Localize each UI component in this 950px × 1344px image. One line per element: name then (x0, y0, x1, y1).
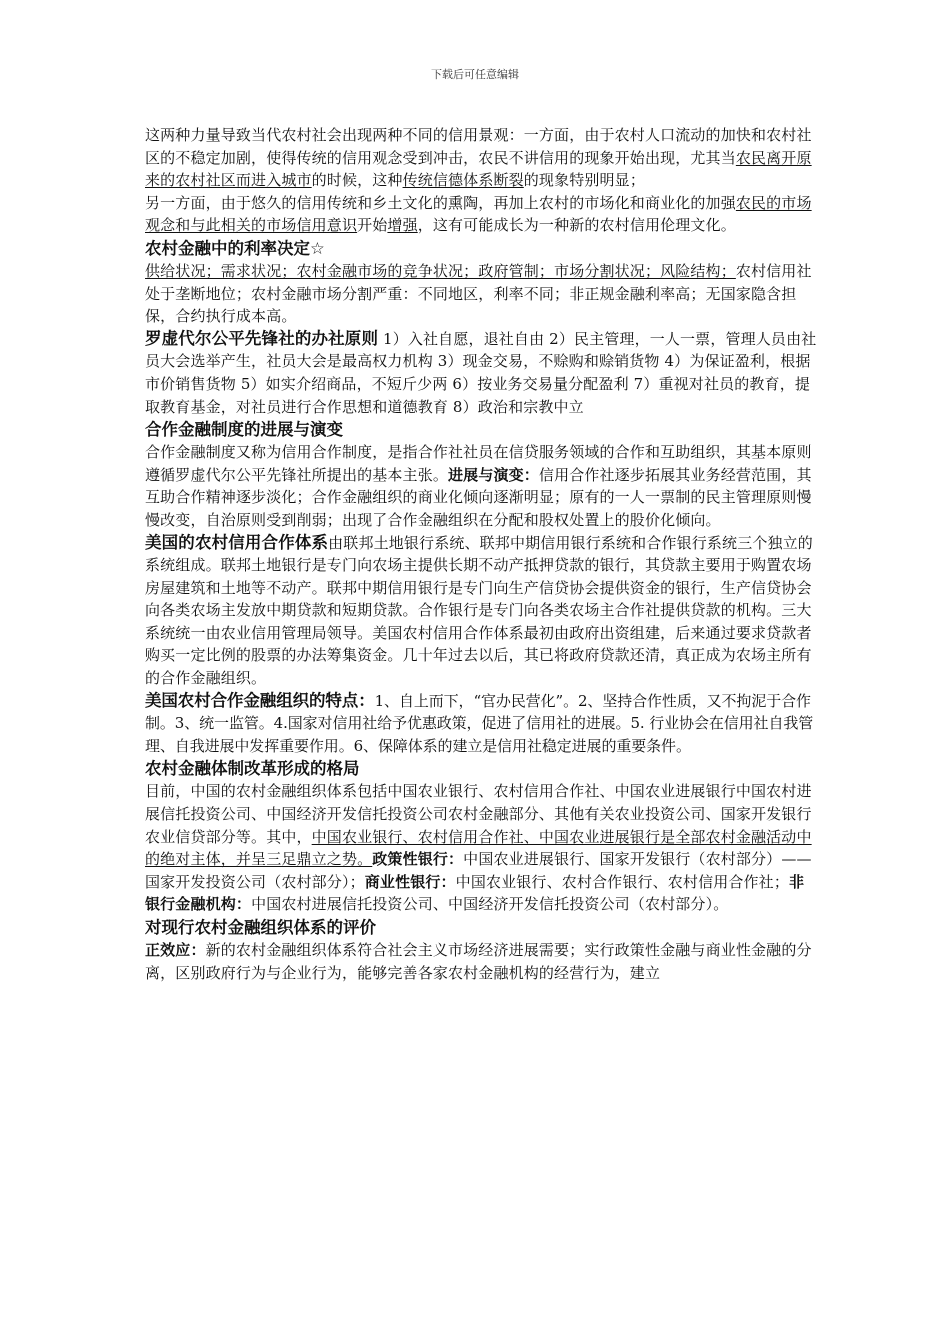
inline-heading-us-credit: 美国的农村信用合作体系 (145, 532, 329, 552)
paragraph-credit-landscape: 这两种力量导致当代农村社会出现两种不同的信用景观：一方面，由于农村人口流动的加快和农村社区的不稳定加剧，使得传统的信用观念受到冲击，农民不讲信用的现象开始出现，尤其当农民离开原来的农村社区而进入城市的时候，这种传统信德体系断裂的现象特别明显； (145, 126, 812, 190)
underline-phrase: 农民离开原来的农村社区而进入城市 (145, 148, 812, 190)
document-body (145, 124, 817, 984)
paragraph-rochdale-principles: 罗虚代尔公平先锋社的办社原则 1）入社自愿，退社自由 2）民主管理，一人一票，管理人员由社员大会选举产生，社员大会是最高权力机构 3）现金交易，不赊购和赊销货物 4）为保证盈利，根据市价销售货物 5）如实介绍商品，不短斤少两 6）按业务交易量分配盈利 7）重视对社员的教育，提取教育基金，对社员进行合作思想和道德教育 8）政治和宗教中立 (145, 328, 817, 416)
paragraph-interest-rate: 供给状况；需求状况；农村金融市场的竞争状况；政府管制；市场分割状况；风险结构；农村信用社处于垄断地位；农村金融市场分割严重：不同地区，利率不同；非正规金融利率高；无国家隐含担保，合约执行成本高。 (145, 261, 812, 326)
paragraph-cooperative-finance: 合作金融制度又称为信用合作制度，是指合作社社员在信贷服务领域的合作和互助组织，其基本原则遵循罗虚代尔公平先锋社所提出的基本主张。进展与演变：信用合作社逐步拓展其业务经营范围，其互助合作精神逐步淡化；合作金融组织的商业化倾向逐渐明显；原有的一人一票制的民主管理原则慢慢改变，自治原则受到削弱；出现了合作金融组织在分配和股权处置上的股价化倾向。 (145, 443, 812, 529)
underline-phrase: 供给状况；需求状况；农村金融市场的竞争状况；政府管制；市场分割状况；风险结构； (145, 261, 736, 280)
paragraph-us-rural-credit: 美国的农村信用合作体系由联邦土地银行系统、联邦中期信用银行系统和合作银行系统三个独立的系统组成。联邦土地银行是专门向农场主提供长期不动产抵押贷款的银行，其贷款主要用于购置农场房屋建筑和土地等不动产。联邦中期信用银行是专门向生产信贷协会提供资金的银行，生产信贷协会向各类农场主发放中期贷款和短期贷款。合作银行是专门向各类农场主合作社提供贷款的机构。三大系统统一由农业信用管理局领导。美国农村信用合作体系最初由政府出资组建，后来通过要求贷款者购买一定比例的股票的办法筹集资金。几十年过去以后，其已将政府贷款还清，真正成为农场主所有的合作金融组织。 (145, 532, 813, 688)
underline-phrase: 中国农业银行、农村信用合作社、中国农业进展银行是全部农村金融活动中的绝对主体，并呈三足鼎立之势。 (145, 827, 812, 869)
underline-phrase: 农民的市场观念和与此相关的市场信用意识 (145, 193, 812, 235)
bold-label: 政策性银行： (372, 850, 464, 869)
paragraph-evaluation: 正效应：新的农村金融组织体系符合社会主义市场经济进展需要；实行政策性金融与商业性金融的分离，区别政府行为与企业行为，能够完善各家农村金融机构的经营行为，建立 (145, 941, 812, 982)
page-header: 下载后可任意编辑 (431, 68, 519, 81)
paragraph-credit-other-side: 另一方面，由于悠久的信用传统和乡土文化的熏陶，再加上农村的市场化和商业化的加强农民的市场观念和与此相关的市场信用意识开始增强，这有可能成长为一种新的农村信用伦理文化。 (145, 193, 812, 235)
heading-cooperative-finance: 合作金融制度的进展与演变 (145, 420, 343, 440)
underline-phrase: 增强 (387, 216, 418, 235)
bold-label: 非银行金融机构： (145, 872, 805, 914)
inline-heading-us-features: 美国农村合作金融组织的特点： (145, 690, 375, 710)
underline-phrase: 传统信德体系断裂 (402, 171, 524, 190)
bold-label: 进展与演变： (448, 465, 539, 484)
bold-label: 商业性银行： (364, 872, 456, 891)
paragraph-us-features: 美国农村合作金融组织的特点：1、自上而下，“官办民营化”。2、坚持合作性质，又不拘泥于合作制。3、统一监管。4.国家对信用社给予优惠政策，促进了信用社的进展。5. 行业协会在信用社自我管理、自我进展中发挥重要作用。6、保障体系的建立是信用社稳定进展的重要条件。 (145, 690, 814, 755)
heading-evaluation: 对现行农村金融组织体系的评价 (145, 918, 376, 937)
bold-label: 正效应： (145, 941, 206, 959)
paragraph-reform-pattern: 目前，中国的农村金融组织体系包括中国农业银行、农村信用合作社、中国农业进展银行中国农村进展信托投资公司、中国经济开发信托投资公司农村金融部分、其他有关农业投资公司、国家开发银行农业信贷部分等。其中，中国农业银行、农村信用合作社、中国农业进展银行是全部农村金融活动中的绝对主体，并呈三足鼎立之势。政策性银行：中国农业进展银行、国家开发银行（农村部分）—— 国家开发投资公司（农村部分）；商业性银行：中国农业银行、农村合作银行、农村信用合作社；非银行金融机构：中国农村进展信托投资公司、中国经济开发信托投资公司（农村部分）。 (145, 782, 812, 914)
heading-interest-rate: 农村金融中的利率决定☆ (145, 238, 325, 258)
inline-heading-rochdale: 罗虚代尔公平先锋社的办社原则 (145, 328, 379, 348)
heading-reform-pattern: 农村金融体制改革形成的格局 (145, 759, 360, 779)
